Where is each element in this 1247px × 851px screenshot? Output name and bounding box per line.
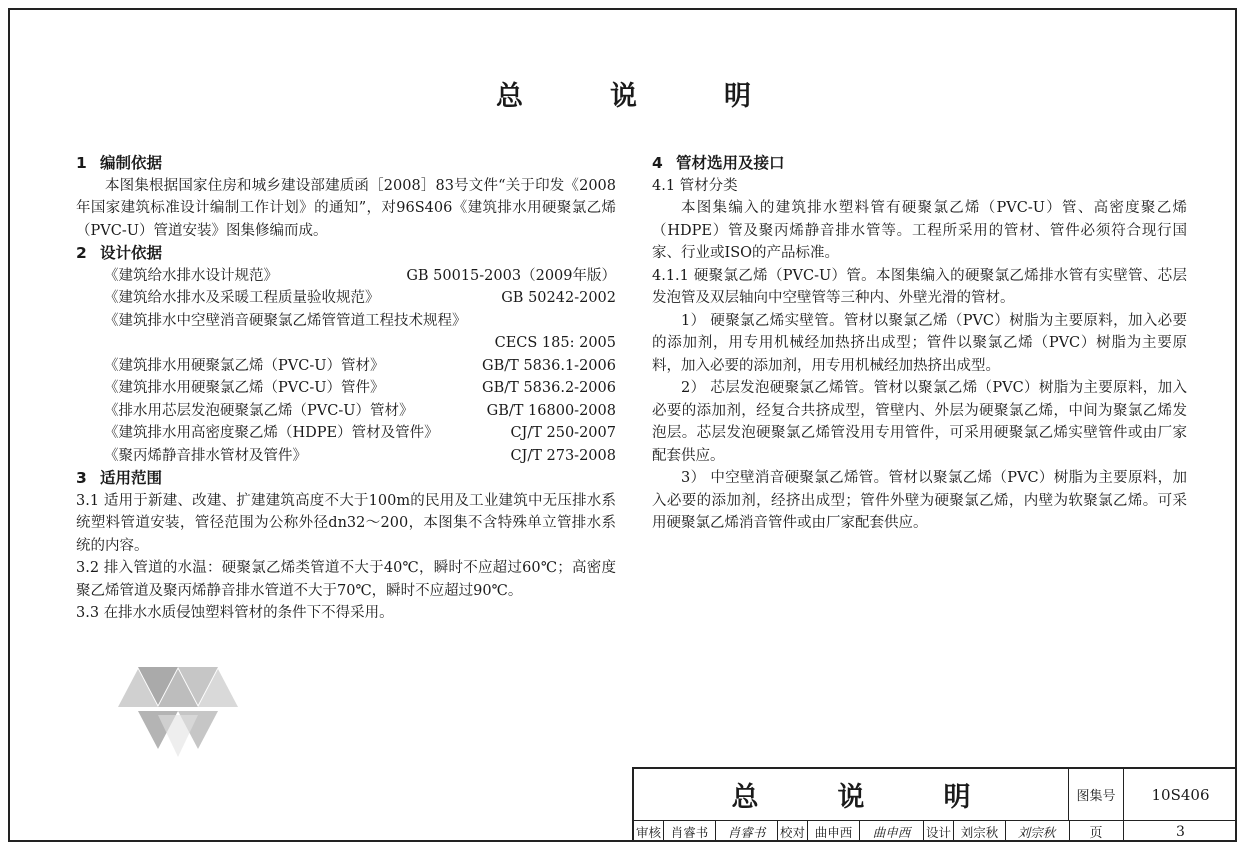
page-label: 页 (1069, 821, 1124, 842)
reviewer-name: 肖睿书 (664, 821, 716, 842)
page-title: 总 说 明 (496, 81, 781, 112)
standard-row: 《建筑排水用硬聚氯乙烯（PVC-U）管件》 GB/T 5836.2-2006 (104, 380, 616, 396)
section-heading-1: 1 编制依据 (76, 154, 163, 172)
section-3-3: 3.3 在排水水质侵蚀塑料管材的条件下不得采用。 (76, 605, 394, 621)
signature-row (634, 821, 1070, 842)
standard-row: 《建筑给水排水设计规范》 GB 50015-2003（2009年版） (104, 267, 616, 284)
standard-row: 《建筑排水用高密度聚乙烯（HDPE）管材及管件》 CJ/T 250-2007 (104, 425, 616, 441)
checker-name: 曲申西 (808, 821, 860, 842)
right-column (652, 152, 1187, 535)
atlas-no-label: 图集号 (1069, 769, 1124, 821)
section-1-body: 本图集根据国家住房和城乡建设部建质函［2008］83号文件“关于印发《2008年国家建筑标准设计编制工作计划》的通知”，对96S406《建筑排水用硬聚氯乙烯（PVC-U）管道安装》图集修编而成。 (76, 177, 616, 239)
design-label: 设计 (924, 821, 954, 842)
left-column (76, 152, 616, 625)
section-heading-3: 3 适用范围 (76, 469, 163, 487)
watermark-logo (118, 667, 238, 759)
standard-row: 《建筑排水中空壁消音硬聚氯乙烯管管道工程技术规程》 (104, 312, 467, 329)
section-4-1-1: 4.1.1 硬聚氯乙烯（PVC-U）管。本图集编入的硬聚氯乙烯排水管有实壁管、芯层发泡管及双层轴向中空壁管等三种内、外壁光滑的管材。 (652, 267, 1187, 306)
title-block-title: 总 说 明 (634, 769, 1069, 821)
review-label: 审核 (634, 821, 664, 842)
designer-signature: 刘宗秋 (1017, 824, 1056, 840)
reviewer-signature: 肖睿书 (716, 821, 778, 842)
section-heading-4: 4 管材选用及接口 (652, 154, 785, 172)
page-number: 3 (1176, 823, 1185, 840)
item-1: 1） 硬聚氯乙烯实壁管。管材以聚氯乙烯（PVC）树脂为主要原料，加入必要的添加剂，用专用机械经加热挤出成型；管件以聚氯乙烯（PVC）树脂为主要原料，加入必要的添加剂，用专用机械经加热挤出成型。 (652, 312, 1187, 374)
title-block (632, 767, 1237, 842)
check-label: 校对 (778, 821, 808, 842)
standards-list (76, 265, 616, 468)
section-heading-2: 2 设计依据 (76, 244, 163, 262)
section-4-1-title: 4.1 管材分类 (652, 177, 738, 194)
standard-row: 《聚丙烯静音排水管材及管件》 CJ/T 273-2008 (104, 447, 616, 464)
item-2: 2） 芯层发泡硬聚氯乙烯管。管材以聚氯乙烯（PVC）树脂为主要原料，加入必要的添加剂，经复合共挤成型，管壁内、外层为硬聚氯乙烯，中间为聚氯乙烯发泡层。芯层发泡硬聚氯乙烯管没用专用管件，可采用硬聚氯乙烯实壁管件或由厂家配套供应。 (652, 380, 1187, 464)
standard-row: 《排水用芯层发泡硬聚氯乙烯（PVC-U）管材》 GB/T 16800-2008 (104, 402, 616, 419)
atlas-no: 10S406 (1124, 769, 1237, 821)
section-4-1-body: 本图集编入的建筑排水塑料管有硬聚氯乙烯（PVC-U）管、高密度聚乙烯（HDPE）管及聚丙烯静音排水管等。工程所采用的管材、管件必须符合现行国家、行业或ISO的产品标准。 (652, 200, 1187, 261)
section-3-1: 3.1 适用于新建、改建、扩建建筑高度不大于100m的民用及工业建筑中无压排水系统塑料管道安装，管径范围为公称外径dn32～200，本图集不含特殊单立管排水系统的内容。 (76, 492, 616, 554)
designer-name: 刘宗秋 (954, 821, 1006, 842)
standard-row: 《建筑给水排水及采暖工程质量验收规范》 GB 50242-2002 (104, 290, 616, 306)
checker-signature: 曲申西 (860, 821, 924, 842)
standard-code-row: CECS 185: 2005 (494, 335, 616, 351)
item-3: 3） 中空壁消音硬聚氯乙烯管。管材以聚氯乙烯（PVC）树脂为主要原料，加入必要的添加剂，经挤出成型；管件外壁为硬聚氯乙烯，内壁为软聚氯乙烯。可采用硬聚氯乙烯消音管件或由厂家配套供应。 (652, 470, 1187, 531)
standard-row: 《建筑排水用硬聚氯乙烯（PVC-U）管材》 GB/T 5836.1-2006 (104, 357, 616, 374)
section-3-2: 3.2 排入管道的水温：硬聚氯乙烯类管道不大于40℃，瞬时不应超过60℃；高密度聚乙烯管道及聚丙烯静音排水管道不大于70℃，瞬时不应超过90℃。 (76, 560, 616, 599)
